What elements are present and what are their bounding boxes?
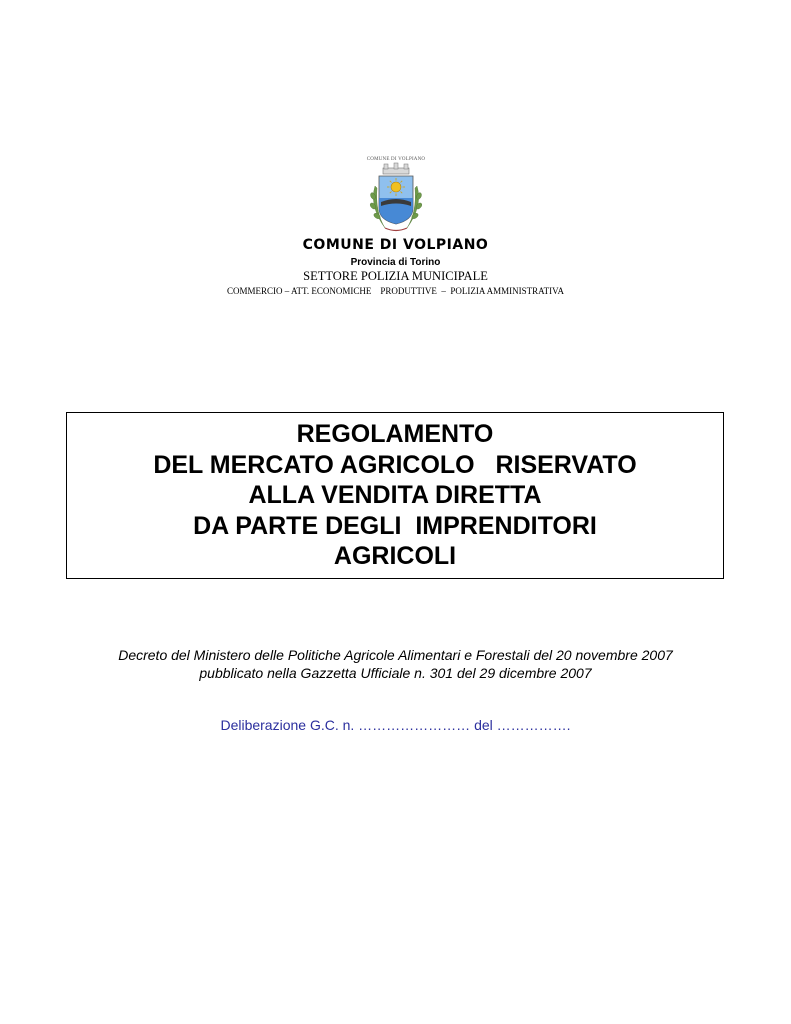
crest-sun bbox=[391, 182, 401, 192]
province-name: Provincia di Torino bbox=[350, 257, 441, 268]
crest-crown bbox=[383, 163, 409, 174]
municipality-name: COMUNE DI VOLPIANO bbox=[302, 237, 489, 253]
deliberation-reference: Deliberazione G.C. n. …………………… del ……………. bbox=[220, 717, 571, 733]
department-line: COMMERCIO – ATT. ECONOMICHE PRODUTTIVE – POLIZIA AMMINISTRATIVA bbox=[227, 286, 564, 296]
sector-name: SETTORE POLIZIA MUNICIPALE bbox=[303, 269, 488, 283]
title-line-5: AGRICOLI bbox=[333, 542, 457, 570]
title-line-3: ALLA VENDITA DIRETTA bbox=[248, 481, 542, 509]
decree-reference bbox=[0, 646, 791, 682]
title-line-1: REGOLAMENTO bbox=[296, 420, 494, 448]
municipal-crest-emblem bbox=[363, 156, 429, 236]
decree-line-2: pubblicato nella Gazzetta Ufficiale n. 301 del 29 dicembre 2007 bbox=[199, 665, 592, 681]
document-title-box bbox=[66, 412, 724, 579]
crest-caption: COMUNE DI VOLPIANO bbox=[366, 157, 426, 162]
title-line-2: DEL MERCATO AGRICOLO RISERVATO bbox=[153, 450, 637, 479]
title-line-4: DA PARTE DEGLI IMPRENDITORI bbox=[193, 511, 597, 540]
decree-line-1: Decreto del Ministero delle Politiche Agricole Alimentari e Forestali del 20 novembre 2007 bbox=[118, 647, 673, 663]
